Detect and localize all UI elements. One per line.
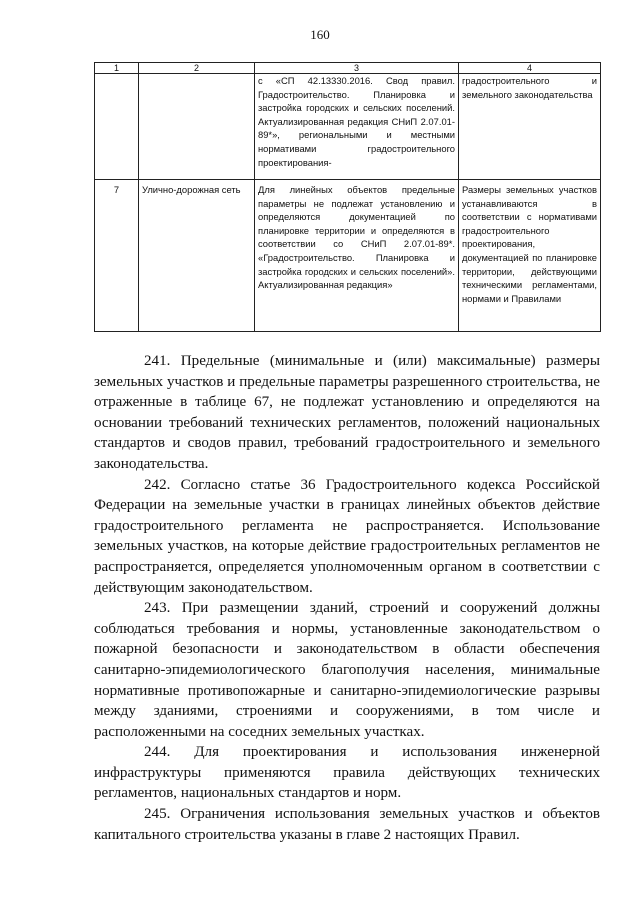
- table-header-row: [95, 63, 601, 74]
- table-row: [95, 74, 601, 180]
- body-text: [94, 351, 600, 845]
- column-header: 2: [139, 63, 255, 74]
- paragraph-244: 244. Для проектирования и использования инженерной инфраструктуры применяются правила действующих технических регламентов, национальных стандартов и норм.: [94, 744, 600, 802]
- column-header: 1: [95, 63, 139, 74]
- paragraph-242: 242. Согласно статье 36 Градостроительного кодекса Российской Федерации на земельные участки в границах линейных объектов действие градостроительного регламента не распространяется. Использование земельных участков, на которые действие градостроительных регламентов не распространяется, определяется уполномоченным органом в соответствии с действующим законодательством.: [94, 476, 600, 596]
- column-header: 3: [255, 63, 459, 74]
- plot-sizes-cell: градостроительного и земельного законодательства: [459, 74, 601, 180]
- page-number: 160: [310, 27, 330, 42]
- paragraph-243: 243. При размещении зданий, строений и сооружений должны соблюдаться требования и нормы, установленные законодательством о пожарной безопасности и законодательством в области обеспечения санитарно-эпидемиологического благополучия населения, минимальные нормативные противопожарные и санитарно-эпидемиологические разрывы между зданиями, строениями и сооружениями, в том числе и расположенными на соседних земельных участках.: [94, 600, 600, 740]
- table-row: [95, 180, 601, 332]
- regulation-table: [94, 62, 601, 332]
- row-number-cell: [95, 74, 139, 180]
- parameters-cell: Для линейных объектов предельные параметры не подлежат установлению и определяются документацией по планировке территории и определяются в соответствии со СНиП 2.07.01-89*. «Градостроительство. Планировка и застройка городских и сельских поселений». Актуализированная редакция»: [255, 180, 459, 332]
- paragraph-245: 245. Ограничения использования земельных участков и объектов капитального строительства указаны в главе 2 настоящих Правил.: [94, 806, 600, 843]
- paragraph-241: 241. Предельные (минимальные и (или) максимальные) размеры земельных участков и предельные параметры разрешенного строительства, не отраженные в таблице 67, не подлежат установлению и определяются на основании требований технических регламентов, положений национальных стандартов и сводов правил, требований градостроительного и земельного законодательства.: [94, 353, 600, 472]
- row-number-cell: 7: [95, 180, 139, 332]
- column-header: 4: [459, 63, 601, 74]
- object-type-cell: [139, 74, 255, 180]
- parameters-cell: с «СП 42.13330.2016. Свод правил. Градостроительство. Планировка и застройка городских и сельских поселений. Актуализированная редакция СНиП 2.07.01-89*», региональными и местными нормативами градостроительного проектирования-: [255, 74, 459, 180]
- object-type-cell: Улично-дорожная сеть: [139, 180, 255, 332]
- plot-sizes-cell: Размеры земельных участков устанавливаются в соответствии с нормативами градостроительного проектирования, документацией по планировке территории, действующими техническими регламентами, нормами и Правилами: [459, 180, 601, 332]
